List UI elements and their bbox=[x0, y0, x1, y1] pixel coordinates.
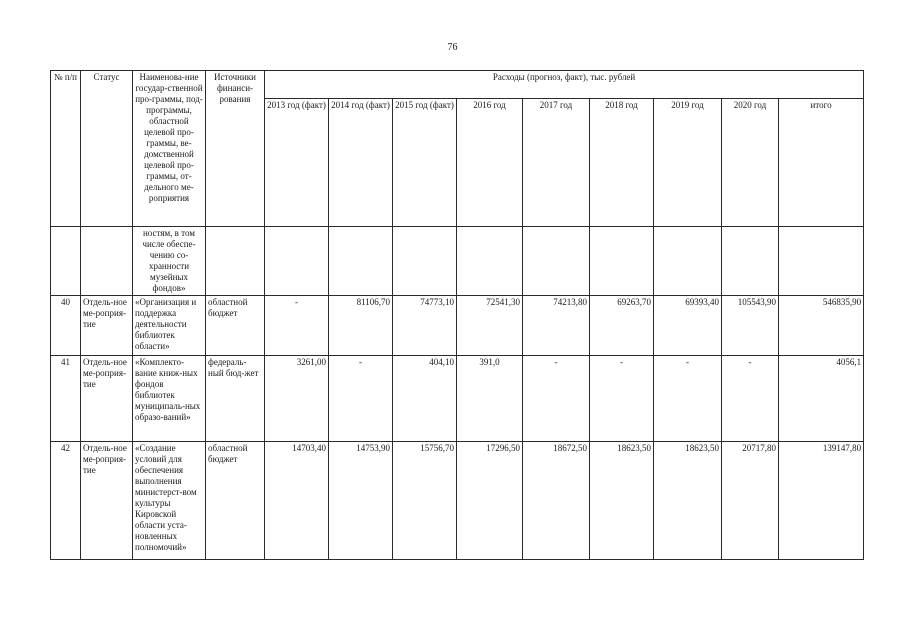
cell-name: «Комплекто-вание книж-ных фондов библиотек муниципаль-ных образо-ваний» bbox=[133, 356, 206, 442]
cell-source: областной бюджет bbox=[206, 442, 265, 560]
cell-value: - bbox=[329, 356, 393, 442]
cell-value: 14753,90 bbox=[329, 442, 393, 560]
cell-value: - bbox=[265, 296, 329, 356]
cell-value: 18623,50 bbox=[590, 442, 654, 560]
cell-value: 14703,40 bbox=[265, 442, 329, 560]
cell-name: «Создание условий для обеспечения выполнения министерст-вом культуры Кировской области уста-новленных полномочий» bbox=[133, 442, 206, 560]
table-row bbox=[51, 296, 864, 356]
cell-value: 391,0 bbox=[457, 356, 523, 442]
header-expenses: Расходы (прогноз, факт), тыс. рублей bbox=[265, 71, 864, 99]
cell-value: 74773,10 bbox=[393, 296, 457, 356]
cell-value: 18672,50 bbox=[523, 442, 590, 560]
cell-status bbox=[81, 227, 133, 296]
budget-table bbox=[50, 70, 864, 560]
cell-source: федераль-ный бюд-жет bbox=[206, 356, 265, 442]
table-row bbox=[51, 356, 864, 442]
cell-value: 15756,70 bbox=[393, 442, 457, 560]
header-num: № п/п bbox=[51, 71, 81, 227]
cell-value bbox=[329, 227, 393, 296]
cell-value: 404,10 bbox=[393, 356, 457, 442]
cell-status: Отдель-ное ме-роприя-тие bbox=[81, 356, 133, 442]
cell-status: Отдель-ное ме-роприя-тие bbox=[81, 442, 133, 560]
cell-value: 18623,50 bbox=[654, 442, 722, 560]
header-row bbox=[51, 71, 864, 99]
cell-value: 74213,80 bbox=[523, 296, 590, 356]
cell-name: ностям, в том числе обеспе-чению со-хранности музейных фондов» bbox=[133, 227, 206, 296]
header-year-2013: 2013 год (факт) bbox=[265, 99, 329, 227]
cell-value bbox=[457, 227, 523, 296]
header-year-2016: 2016 год bbox=[457, 99, 523, 227]
cell-value: 17296,50 bbox=[457, 442, 523, 560]
cell-value bbox=[523, 227, 590, 296]
cell-value bbox=[393, 227, 457, 296]
table-row-continuation bbox=[51, 227, 864, 296]
cell-value: 69263,70 bbox=[590, 296, 654, 356]
cell-num bbox=[51, 227, 81, 296]
cell-status: Отдель-ное ме-роприя-тие bbox=[81, 296, 133, 356]
cell-source bbox=[206, 227, 265, 296]
cell-total: 139147,80 bbox=[779, 442, 864, 560]
cell-name: «Организация и поддержка деятельности библиотек области» bbox=[133, 296, 206, 356]
cell-num: 42 bbox=[51, 442, 81, 560]
cell-value: 3261,00 bbox=[265, 356, 329, 442]
cell-value: 81106,70 bbox=[329, 296, 393, 356]
cell-value: 69393,40 bbox=[654, 296, 722, 356]
cell-value: - bbox=[722, 356, 779, 442]
cell-total: 4056,1 bbox=[779, 356, 864, 442]
cell-value bbox=[590, 227, 654, 296]
header-status: Статус bbox=[81, 71, 133, 227]
cell-num: 40 bbox=[51, 296, 81, 356]
page-number: 76 bbox=[447, 42, 458, 53]
cell-num: 41 bbox=[51, 356, 81, 442]
cell-total: 546835,90 bbox=[779, 296, 864, 356]
table-row bbox=[51, 442, 864, 560]
cell-value: - bbox=[590, 356, 654, 442]
header-year-2015: 2015 год (факт) bbox=[393, 99, 457, 227]
cell-value: 72541,30 bbox=[457, 296, 523, 356]
cell-source: областной бюджет bbox=[206, 296, 265, 356]
cell-value: - bbox=[654, 356, 722, 442]
cell-value: - bbox=[523, 356, 590, 442]
header-year-2014: 2014 год (факт) bbox=[329, 99, 393, 227]
cell-value bbox=[265, 227, 329, 296]
header-name: Наименова-ние государ-ственной про-граммы, под-программы, областной целевой про-граммы, ве-домственной целевой про-граммы, от-дельного ме-роприятия bbox=[133, 71, 206, 227]
cell-value bbox=[654, 227, 722, 296]
header-year-2018: 2018 год bbox=[590, 99, 654, 227]
cell-value bbox=[779, 227, 864, 296]
cell-value bbox=[722, 227, 779, 296]
header-source: Источники финанси-рования bbox=[206, 71, 265, 227]
header-total: итого bbox=[779, 99, 864, 227]
cell-value: 20717,80 bbox=[722, 442, 779, 560]
header-year-2017: 2017 год bbox=[523, 99, 590, 227]
header-year-2020: 2020 год bbox=[722, 99, 779, 227]
cell-value: 105543,90 bbox=[722, 296, 779, 356]
header-year-2019: 2019 год bbox=[654, 99, 722, 227]
